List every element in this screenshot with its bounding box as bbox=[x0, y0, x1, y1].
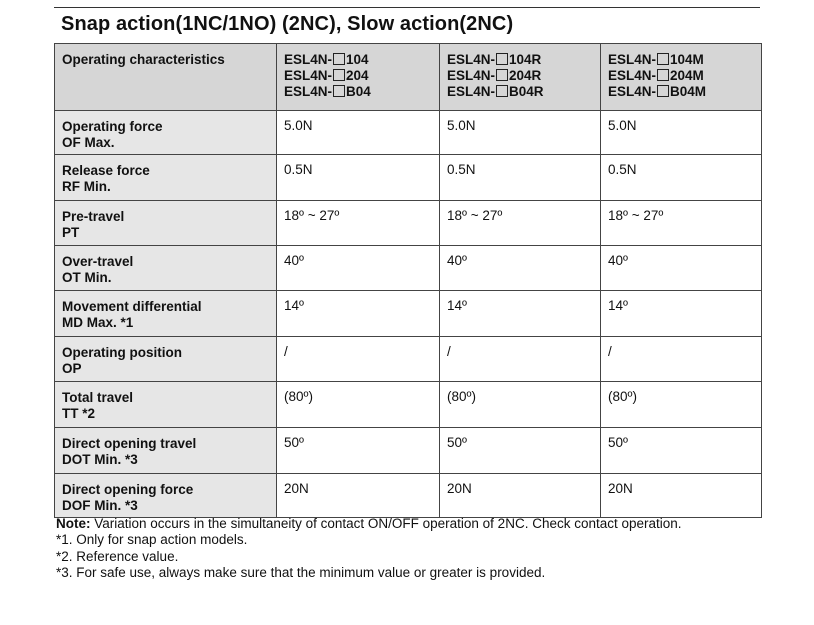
note-text: Variation occurs in the simultaneity of contact ON/OFF operation of 2NC. Check contact operation. bbox=[90, 516, 682, 531]
placeholder-square-icon bbox=[333, 53, 345, 65]
characteristics-table bbox=[54, 43, 762, 518]
placeholder-square-icon bbox=[496, 85, 508, 97]
table-cell: 50º bbox=[601, 428, 762, 474]
header-label: Operating characteristics bbox=[55, 44, 277, 111]
row-label: Movement differential MD Max. *1 bbox=[55, 291, 277, 337]
table-row bbox=[55, 111, 762, 155]
table-cell: 5.0N bbox=[440, 111, 601, 155]
row-label: Direct opening force DOF Min. *3 bbox=[55, 474, 277, 518]
table-cell: 14º bbox=[440, 291, 601, 337]
table-row bbox=[55, 201, 762, 246]
row-label: Total travel TT *2 bbox=[55, 382, 277, 428]
table-cell: 14º bbox=[601, 291, 762, 337]
model-line: ESL4N- 104 bbox=[284, 52, 369, 67]
row-label: Operating force OF Max. bbox=[55, 111, 277, 155]
table-cell: 0.5N bbox=[601, 155, 762, 201]
model-line: ESL4N- B04 bbox=[284, 84, 371, 99]
model-column-3 bbox=[601, 44, 762, 111]
note-prefix: Note: bbox=[56, 516, 91, 531]
footnote-3: *3. For safe use, always make sure that the minimum value or greater is provided. bbox=[56, 564, 546, 580]
table-row bbox=[55, 474, 762, 518]
table-cell: 0.5N bbox=[277, 155, 440, 201]
row-label: Operating position OP bbox=[55, 337, 277, 382]
row-label: Direct opening travel DOT Min. *3 bbox=[55, 428, 277, 474]
table-cell: / bbox=[601, 337, 762, 382]
model-line: ESL4N- 204 bbox=[284, 68, 369, 83]
table-row bbox=[55, 246, 762, 291]
footnote-2: *2. Reference value. bbox=[56, 548, 179, 564]
row-label: Pre-travel PT bbox=[55, 201, 277, 246]
table-cell: 50º bbox=[277, 428, 440, 474]
table-cell: 5.0N bbox=[277, 111, 440, 155]
table-cell: 18º ~ 27º bbox=[440, 201, 601, 246]
table-cell: 20N bbox=[277, 474, 440, 518]
placeholder-square-icon bbox=[657, 85, 669, 97]
placeholder-square-icon bbox=[657, 69, 669, 81]
model-line: ESL4N- 104M bbox=[608, 52, 704, 67]
model-column-1 bbox=[277, 44, 440, 111]
table-cell: 40º bbox=[440, 246, 601, 291]
placeholder-square-icon bbox=[333, 69, 345, 81]
table-cell: 0.5N bbox=[440, 155, 601, 201]
model-column-2 bbox=[440, 44, 601, 111]
table-cell: 14º bbox=[277, 291, 440, 337]
table-row bbox=[55, 428, 762, 474]
placeholder-square-icon bbox=[496, 69, 508, 81]
placeholder-square-icon bbox=[333, 85, 345, 97]
table-cell: 40º bbox=[601, 246, 762, 291]
table-cell: 5.0N bbox=[601, 111, 762, 155]
note-line bbox=[56, 516, 682, 532]
table-header-row bbox=[55, 44, 762, 111]
table-row bbox=[55, 155, 762, 201]
model-line: ESL4N- B04M bbox=[608, 84, 707, 99]
table-row bbox=[55, 382, 762, 428]
table-cell: / bbox=[277, 337, 440, 382]
table-row bbox=[55, 337, 762, 382]
notes-section bbox=[56, 516, 682, 581]
model-line: ESL4N- B04R bbox=[447, 84, 544, 99]
model-line: ESL4N- 204R bbox=[447, 68, 542, 83]
top-rule bbox=[54, 7, 760, 8]
table-cell: 40º bbox=[277, 246, 440, 291]
table-cell: 20N bbox=[601, 474, 762, 518]
table-row bbox=[55, 291, 762, 337]
table-cell: (80º) bbox=[601, 382, 762, 428]
model-line: ESL4N- 204M bbox=[608, 68, 704, 83]
table-cell: (80º) bbox=[440, 382, 601, 428]
placeholder-square-icon bbox=[657, 53, 669, 65]
table-cell: 20N bbox=[440, 474, 601, 518]
footnote-1: *1. Only for snap action models. bbox=[56, 532, 248, 548]
table-cell: / bbox=[440, 337, 601, 382]
table-cell: 50º bbox=[440, 428, 601, 474]
placeholder-square-icon bbox=[496, 53, 508, 65]
table-cell: (80º) bbox=[277, 382, 440, 428]
table-cell: 18º ~ 27º bbox=[277, 201, 440, 246]
row-label: Release force RF Min. bbox=[55, 155, 277, 201]
page-title: Snap action(1NC/1NO) (2NC), Slow action(2NC) bbox=[61, 13, 514, 35]
row-label: Over-travel OT Min. bbox=[55, 246, 277, 291]
model-line: ESL4N- 104R bbox=[447, 52, 542, 67]
table-cell: 18º ~ 27º bbox=[601, 201, 762, 246]
